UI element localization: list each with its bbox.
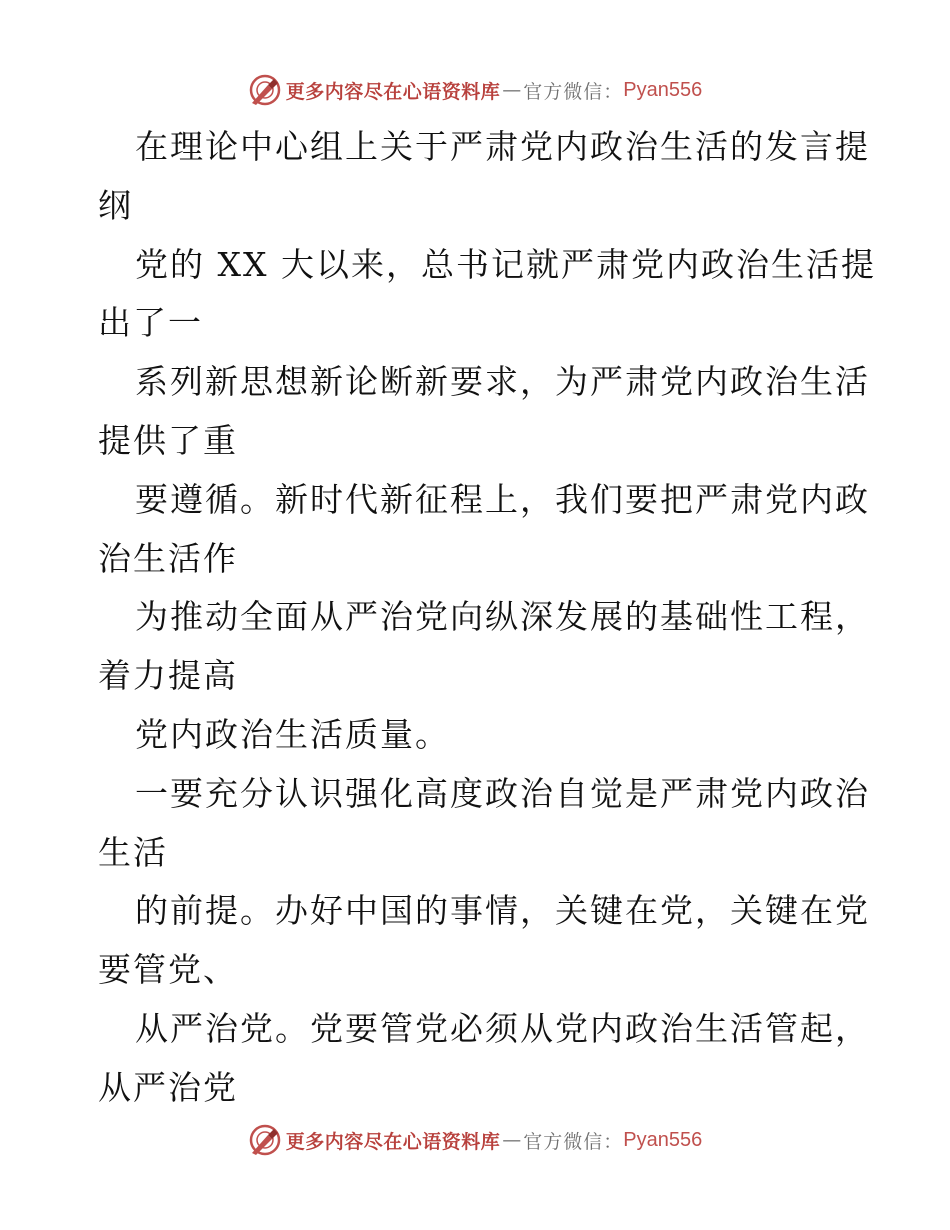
banner-main-text: 更多内容尽在心语资料库 xyxy=(285,1130,501,1153)
banner-wechat-id: Pyan556 xyxy=(623,78,703,101)
paragraph-line: 要遵循。新时代新征程上，我们要把严肃党内政 xyxy=(135,479,870,519)
paragraph-line: 治生活作 xyxy=(98,538,238,578)
paragraph-line: 党的 XX 大以来，总书记就严肃党内政治生活提 xyxy=(135,244,876,284)
paragraph-line: 的前提。办好中国的事情，关键在党，关键在党 xyxy=(135,891,870,931)
banner-dash: — xyxy=(502,79,522,101)
pen-logo-icon xyxy=(248,73,282,107)
paragraph-line: 出了一 xyxy=(98,303,203,343)
banner-dash: — xyxy=(502,1129,522,1151)
header-banner xyxy=(0,70,950,110)
paragraph-line: 着力提高 xyxy=(98,656,238,696)
pen-logo-icon xyxy=(248,1123,282,1157)
document-body xyxy=(98,118,876,1118)
paragraph-line: 为推动全面从严治党向纵深发展的基础性工程， xyxy=(135,597,870,637)
banner-main-text: 更多内容尽在心语资料库 xyxy=(285,80,501,103)
paragraph-line: 系列新思想新论断新要求，为严肃党内政治生活 xyxy=(135,362,870,402)
paragraph-line: 要管党、 xyxy=(98,950,238,990)
footer-banner xyxy=(0,1120,950,1160)
banner-wechat-label: 官方微信： xyxy=(523,80,624,103)
paragraph-line: 从严治党 xyxy=(98,1067,238,1107)
banner-wechat-label: 官方微信： xyxy=(523,1130,624,1153)
paragraph-line: 提供了重 xyxy=(98,420,238,460)
paragraph-line: 生活 xyxy=(98,832,168,872)
paragraph-line: 从严治党。党要管党必须从党内政治生活管起， xyxy=(135,1008,870,1048)
paragraph-line: 党内政治生活质量。 xyxy=(135,714,450,754)
banner-wechat-id: Pyan556 xyxy=(623,1128,703,1151)
title-line-2: 纲 xyxy=(98,185,133,225)
paragraph-line: 一要充分认识强化高度政治自觉是严肃党内政治 xyxy=(135,773,870,813)
title-line-1: 在理论中心组上关于严肃党内政治生活的发言提 xyxy=(135,127,870,166)
